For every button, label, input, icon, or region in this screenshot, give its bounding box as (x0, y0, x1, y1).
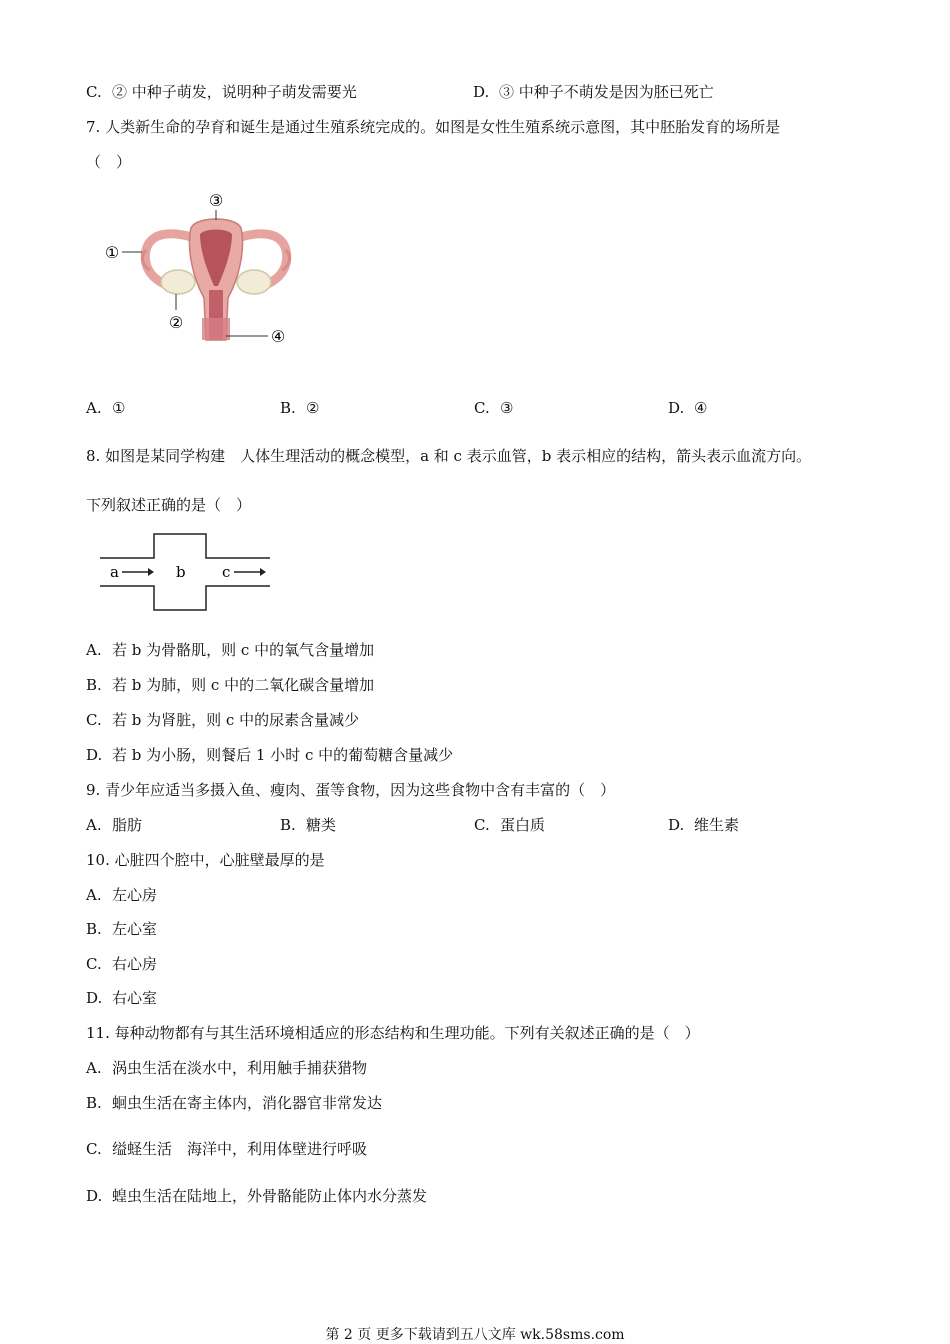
q7-option-d (668, 398, 707, 418)
q8-stem: 8. 如图是某同学构建 人体生理活动的概念模型，a 和 c 表示血管，b 表示相应的结构，箭头表示血流方向。 (86, 447, 812, 465)
option-text: 右心室 (112, 989, 158, 1007)
q10-option-b (86, 919, 157, 939)
option-letter: B. (86, 920, 102, 938)
option-text: ② 中种子萌发，说明种子萌发需要光 (112, 83, 357, 101)
q11-option-a (86, 1058, 367, 1078)
option-letter: D. (86, 746, 103, 764)
option-text: 维生素 (694, 816, 740, 834)
option-letter: B. (280, 816, 296, 834)
option-text: ③ 中种子不萌发是因为胚已死亡 (499, 83, 714, 101)
q9-option-a (86, 815, 142, 835)
figure-label-2: ② (168, 313, 184, 332)
q10-option-a (86, 885, 157, 905)
q7-answer-paren: （ ） (86, 153, 132, 171)
option-letter: C. (86, 83, 102, 101)
figure-label-4: ④ (270, 327, 286, 346)
q6-option-c (86, 82, 357, 102)
structure-b-label: b (176, 563, 186, 581)
q8-option-c (86, 710, 359, 730)
option-text: 右心房 (112, 955, 158, 973)
option-text: ③ (500, 399, 514, 417)
option-letter: D. (86, 989, 103, 1007)
option-text: 若 b 为肺，则 c 中的二氧化碳含量增加 (112, 676, 375, 694)
option-letter: D. (668, 399, 685, 417)
q10-stem: 10. 心脏四个腔中，心脏壁最厚的是 (86, 851, 325, 869)
figure-label-1: ① (104, 243, 120, 262)
q11-option-d (86, 1186, 427, 1206)
option-letter: A. (86, 816, 102, 834)
option-text: 若 b 为肾脏，则 c 中的尿素含量减少 (112, 711, 360, 729)
option-letter: D. (473, 83, 490, 101)
female-reproductive-system-figure (96, 190, 336, 355)
option-text: 蛔虫生活在寄主体内，消化器官非常发达 (112, 1094, 383, 1112)
option-text: 左心房 (112, 886, 158, 904)
option-letter: B. (86, 1094, 102, 1112)
q9-option-c (474, 815, 545, 835)
option-text: 蛋白质 (500, 816, 546, 834)
page-footer: 第 2 页 更多下载请到五八文库 wk.58sms.com (325, 1327, 625, 1343)
q10-option-c (86, 954, 157, 974)
q8-option-d (86, 745, 453, 765)
q9-stem: 9. 青少年应适当多摄入鱼、瘦肉、蛋等食物，因为这些食物中含有丰富的（ ） (86, 781, 616, 799)
q9-option-d (668, 815, 739, 835)
q10-option-d (86, 988, 157, 1008)
option-text: 若 b 为小肠，则餐后 1 小时 c 中的葡萄糖含量减少 (112, 746, 454, 764)
q11-option-b (86, 1093, 382, 1113)
option-text: 缢蛏生活 海洋中，利用体壁进行呼吸 (112, 1140, 368, 1158)
option-letter: B. (86, 676, 102, 694)
option-letter: A. (86, 886, 102, 904)
option-letter: B. (280, 399, 296, 417)
q8-option-a (86, 640, 374, 660)
q9-option-b (280, 815, 336, 835)
option-letter: C. (86, 955, 102, 973)
option-text: 若 b 为骨骼肌，则 c 中的氧气含量增加 (112, 641, 375, 659)
option-letter: D. (668, 816, 685, 834)
option-letter: A. (86, 641, 102, 659)
option-text: 涡虫生活在淡水中，利用触手捕获猎物 (112, 1059, 368, 1077)
option-text: 糖类 (306, 816, 337, 834)
q7-option-a (86, 398, 125, 418)
option-letter: A. (86, 1059, 102, 1077)
q7-stem: 7. 人类新生命的孕育和诞生是通过生殖系统完成的。如图是女性生殖系统示意图，其中胚胎发育的场所是 (86, 118, 781, 136)
option-letter: C. (86, 711, 102, 729)
q6-option-d (473, 82, 714, 102)
blood-flow-concept-model-figure (98, 532, 274, 612)
option-letter: C. (86, 1140, 102, 1158)
option-text: 蝗虫生活在陆地上，外骨骼能防止体内水分蒸发 (112, 1187, 428, 1205)
q7-option-c (474, 398, 513, 418)
option-letter: C. (474, 399, 490, 417)
q11-option-c (86, 1139, 367, 1159)
q7-option-b (280, 398, 319, 418)
option-text: 左心室 (112, 920, 158, 938)
option-letter: D. (86, 1187, 103, 1205)
option-text: 脂肪 (112, 816, 143, 834)
vessel-a-label: a (110, 563, 119, 581)
vessel-c-label: c (222, 563, 231, 581)
option-letter: C. (474, 816, 490, 834)
figure-label-3: ③ (208, 191, 224, 210)
q11-stem: 11. 每种动物都有与其生活环境相适应的形态结构和生理功能。下列有关叙述正确的是（ ） (86, 1024, 700, 1042)
option-text: ④ (694, 399, 708, 417)
q8-option-b (86, 675, 374, 695)
option-text: ① (112, 399, 126, 417)
option-text: ② (306, 399, 320, 417)
option-letter: A. (86, 399, 102, 417)
q8-stem-continued: 下列叙述正确的是（ ） (86, 496, 252, 514)
